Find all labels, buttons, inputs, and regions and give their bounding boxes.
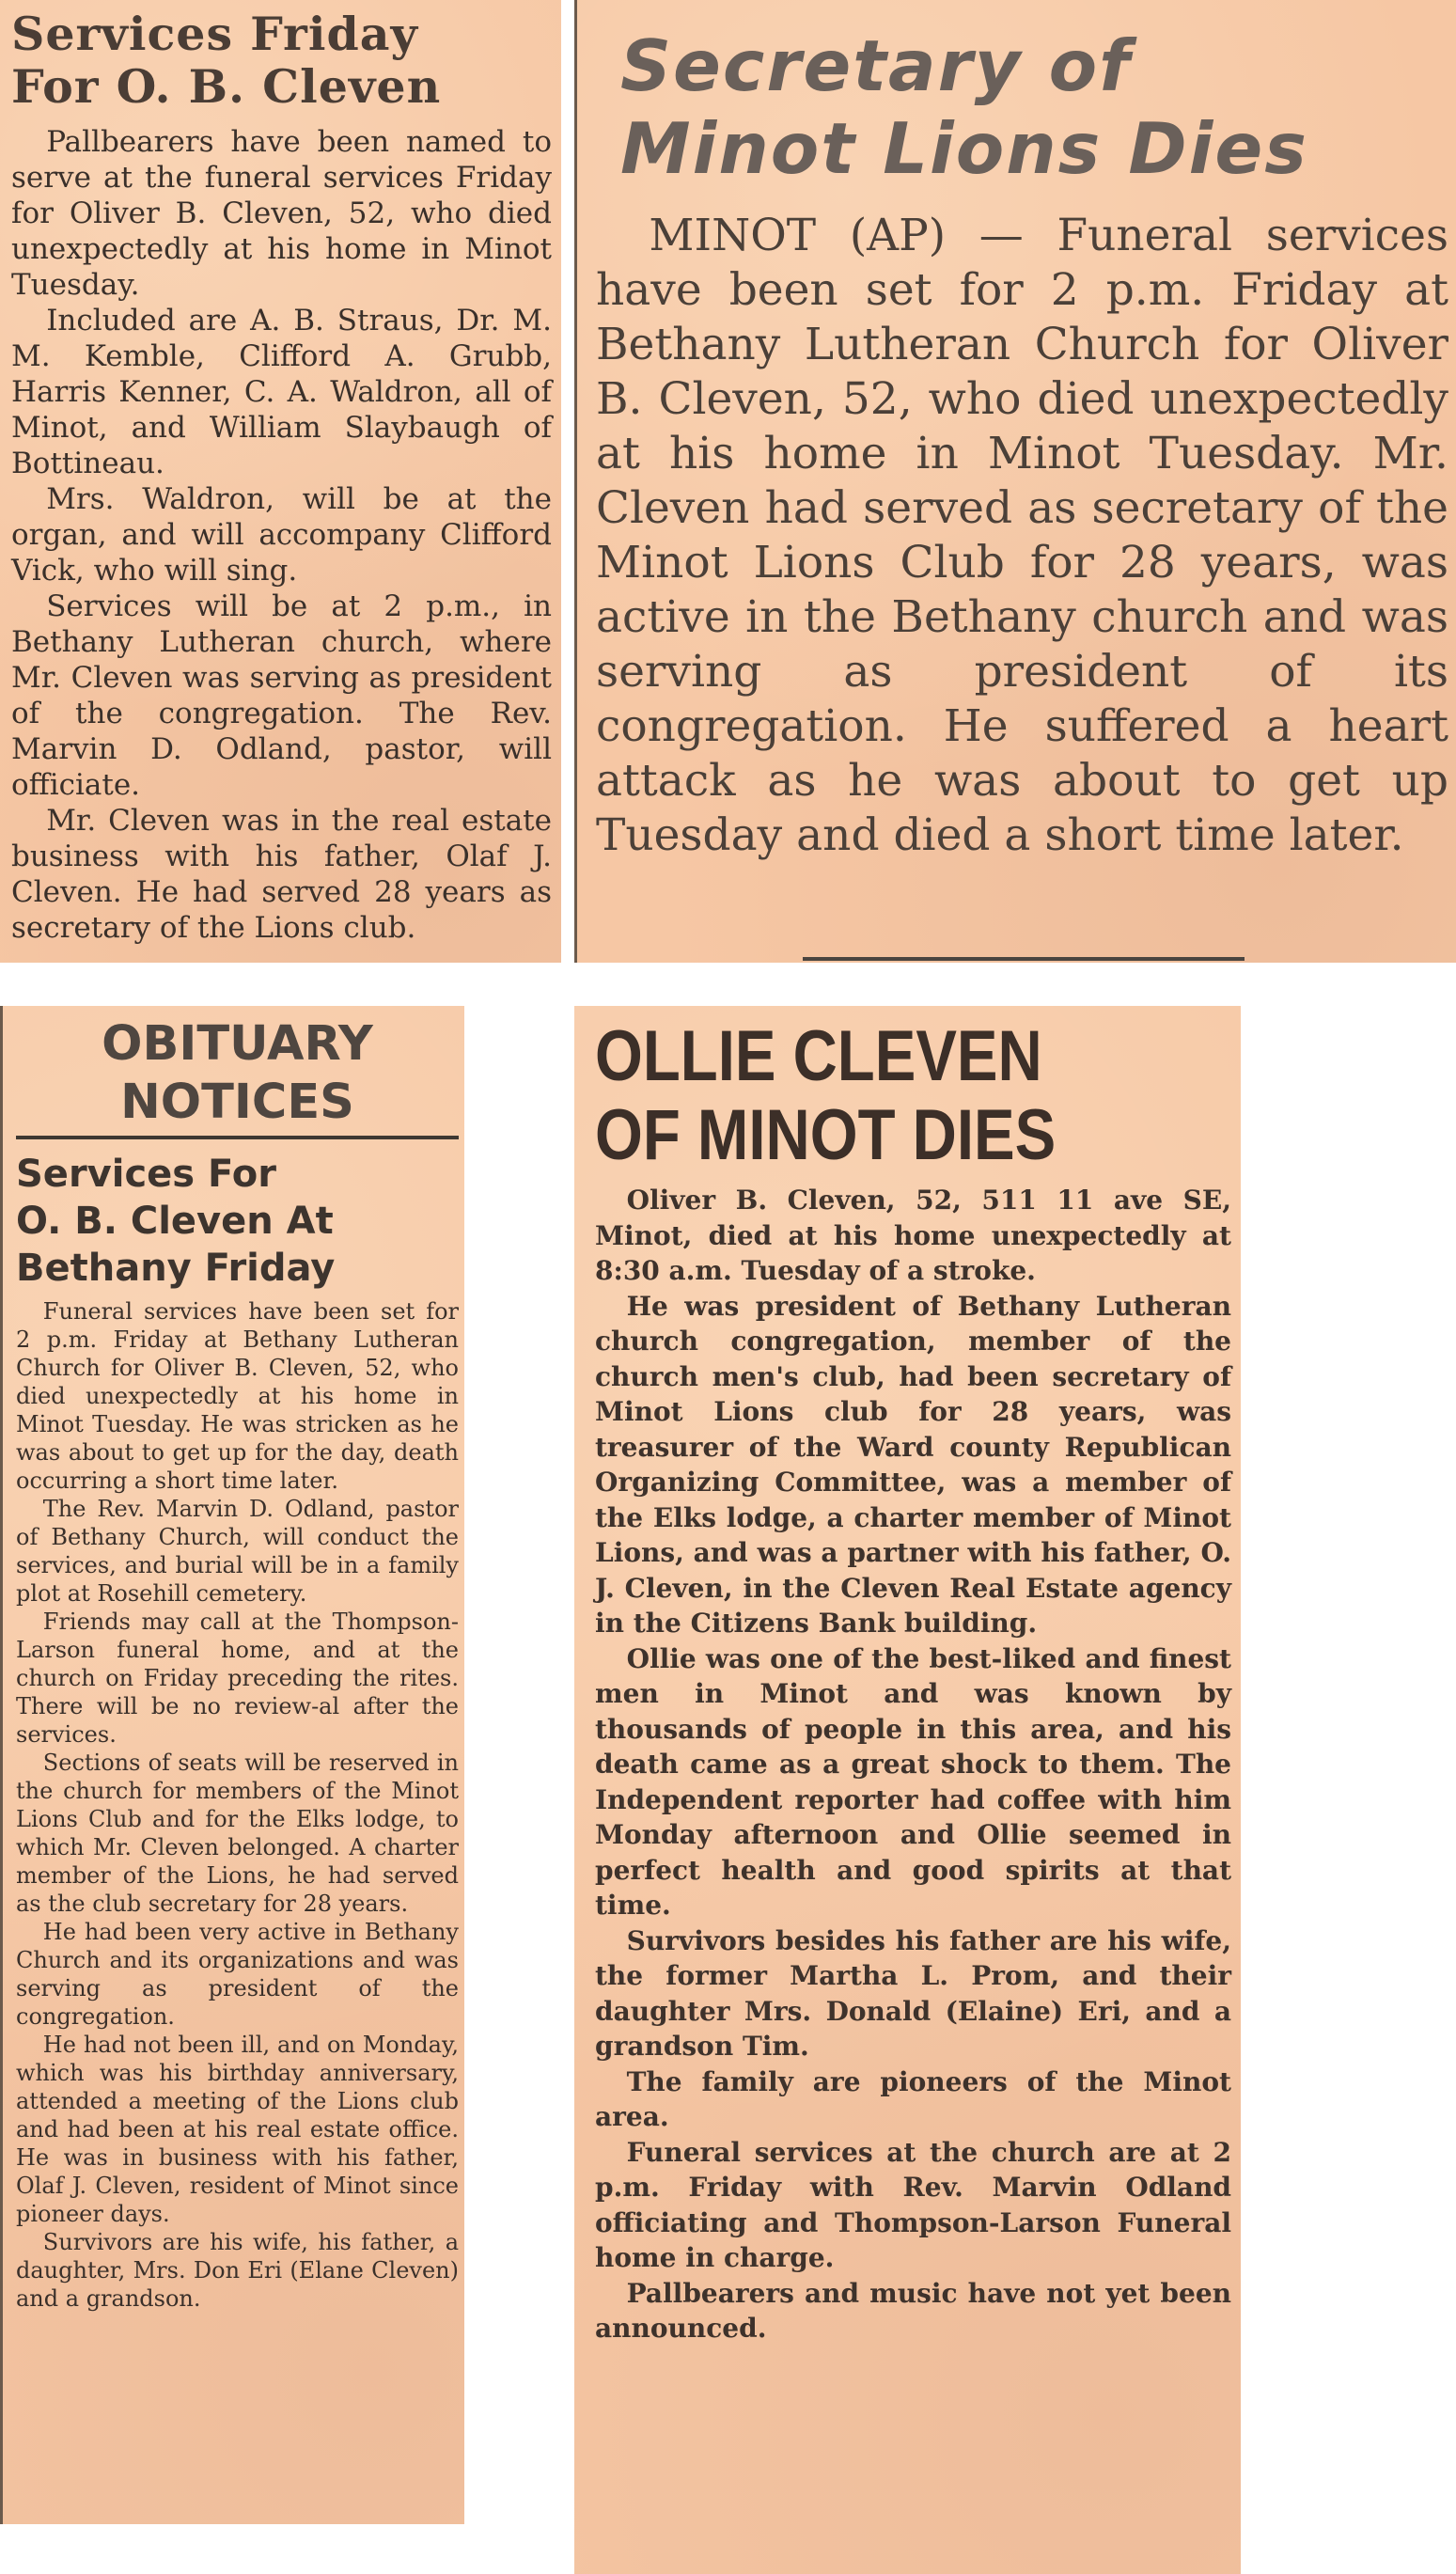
paragraph: Pallbearers have been named to serve at the funeral services Friday for Oliver B. Cleven, 52, who died unexpectedly at his home in Minot Tuesday. [11,125,552,302]
headline [595,1017,1229,1175]
paragraph: Funeral services at the church are at 2 p.m. Friday with Rev. Marvin Odland officiating and Thompson-Larson Funeral home in charge. [595,2136,1231,2273]
divider-rule [803,957,1245,961]
clipping-ollie-cleven [574,1006,1241,2574]
headline [11,8,552,113]
paragraph: Survivors besides his father are his wife, the former Martha L. Prom, and their daughter Mrs. Donald (Elaine) Eri, and a grandson Tim. [595,1924,1231,2062]
headline [620,24,1448,190]
paragraph: Sections of seats will be reserved in the church for members of the Minot Lions Club and for the Elks lodge, to which Mr. Cleven belonged. A charter member of the Lions, he had served as the club secretary for 28 years. [16,1750,459,1917]
paragraph: He had not been ill, and on Monday, which was his birthday anniversary, attended a meeting of the Lions club and had been at his real estate office. He was in business with his father, Olaf J. Cleven, resident of Minot since pioneer days. [16,2032,459,2227]
paragraph: Ollie was one of the best-liked and finest men in Minot and was known by thousands of people in this area, and his death came as a great shock to them. The Independent reporter had coffee with him Monday afternoon and Ollie seemed in perfect health and good spirits at that time. [595,1642,1231,1921]
paragraph: He was president of Bethany Lutheran church congregation, member of the church men's club, had been secretary of Minot Lions club for 28 years, was treasurer of the Ward county Republican Organizing Committee, was a member of the Elks lodge, a charter member of Minot Lions, and was a partner with his father, O. J. Cleven, in the Cleven Real Estate agency in the Citizens Bank building. [595,1290,1231,1639]
section-header-line-2: NOTICES [120,1075,354,1130]
paragraph: He had been very active in Bethany Church and its organizations and was serving as president of the congregation. [16,1919,459,2030]
headline-line-2: Minot Lions Dies [620,107,1308,190]
paragraph: Survivors are his wife, his father, a daughter, Mrs. Don Eri (Elane Cleven) and a grandson. [16,2229,459,2312]
paragraph: MINOT (AP) — Funeral services have been set for 2 p.m. Friday at Bethany Lutheran Church for Oliver B. Cleven, 52, who died unexpectedly at his home in Minot Tuesday. Mr. Cleven had served as secretary of the Minot Lions Club for 28 years, was active in the Bethany church and was serving as president of its congregation. He suffered a heart attack as he was about to get up Tuesday and died a short time later. [596,210,1448,861]
clipping-secretary-lions [574,0,1456,963]
paragraph: Services will be at 2 p.m., in Bethany Lutheran church, where Mr. Cleven was serving as president of the congregation. The Rev. Marvin D. Odland, pastor, will officiate. [11,589,552,802]
paragraph: Friends may call at the Thompson-Larson funeral home, and at the church on Friday preceding the rites. There will be no review-al after the services. [16,1609,459,1748]
headline-line-1: Secretary of [620,24,1132,107]
section-header-line-1: OBITUARY [102,1016,373,1072]
paragraph: Mrs. Waldron, will be at the organ, and will accompany Clifford Vick, who will sing. [11,482,552,588]
clipping-obituary-notices [0,1006,464,2524]
headline-line-2: OF MINOT DIES [595,1095,1057,1175]
section-header [16,1015,459,1139]
headline-line-1: OLLIE CLEVEN [595,1016,1042,1096]
headline-line-1: Services Friday [11,7,418,61]
headline [16,1151,459,1292]
paragraph: Funeral services have been set for 2 p.m. Friday at Bethany Lutheran Church for Oliver B. Cleven, 52, who died unexpectedly at his home in Minot Tuesday. He was stricken as he was about to get up for the day, death occurring a short time later. [16,1298,459,1494]
clipping-services-friday [0,0,561,963]
paragraph: Pallbearers and music have not yet been announced. [595,2277,1231,2344]
headline-line-2: O. B. Cleven At [16,1200,334,1243]
paragraph: Oliver B. Cleven, 52, 511 11 ave SE, Minot, died at his home unexpectedly at 8:30 a.m. Tuesday of a stroke. [595,1185,1231,1286]
paragraph: Mr. Cleven was in the real estate business with his father, Olaf J. Cleven. He had served 28 years as secretary of the Lions club. [11,804,552,945]
paragraph: The family are pioneers of the Minot area. [595,2065,1231,2132]
paragraph: Included are A. B. Straus, Dr. M. M. Kemble, Clifford A. Grubb, Harris Kenner, C. A. Waldron, all of Minot, and William Slaybaugh of Bottineau. [11,304,552,480]
headline-line-1: Services For [16,1153,276,1196]
headline-line-3: Bethany Friday [16,1247,336,1290]
headline-line-2: For O. B. Cleven [11,59,442,114]
paragraph: The Rev. Marvin D. Odland, pastor of Bethany Church, will conduct the services, and burial will be in a family plot at Rosehill cemetery. [16,1496,459,1607]
